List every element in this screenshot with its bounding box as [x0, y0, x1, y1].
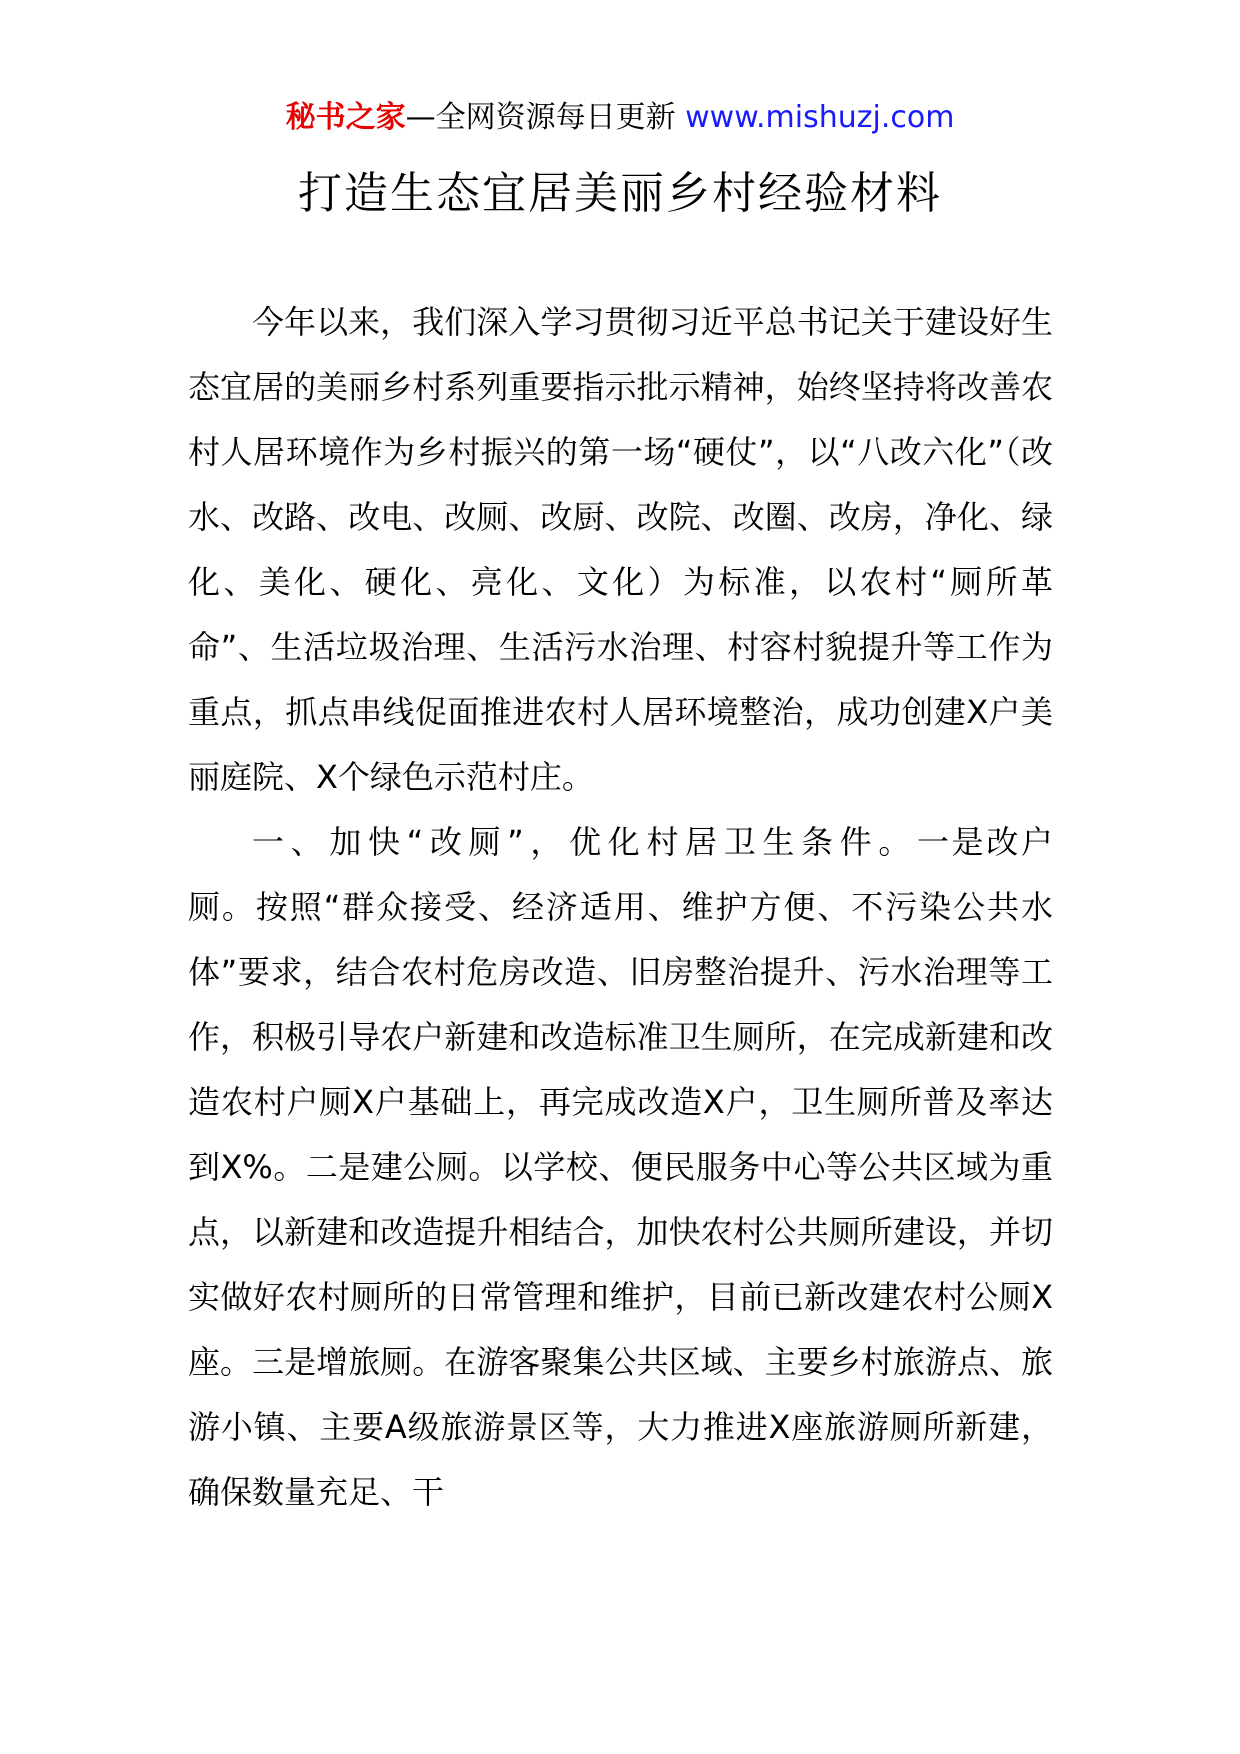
site-tagline: —全网资源每日更新 [405, 100, 676, 135]
site-brand: 秘书之家 [285, 100, 406, 135]
document-body [188, 290, 1053, 1525]
section-one-text: 一是改户厕。按照“群众接受、经济适用、维护方便、不污染公共水体”要求，结合农村危房改造、旧房整治提升、污水治理等工作，积极引导农户新建和改造标准卫生厕所，在完成新建和改造农村户厕X户基础上，再完成改造X户，卫生厕所普及率达到X%。二是建公厕。以学校、便民服务中心等公共区域为重点，以新建和改造提升相结合，加快农村公共厕所建设，并切实做好农村厕所的日常管理和维护，目前已新改建农村公厕X座。三是增旅厕。在游客聚集公共区域、主要乡村旅游点、旅游小镇、主要A级旅游景区等，大力推进X座旅游厕所新建，确保数量充足、干 [188, 823, 1053, 1511]
site-header [0, 96, 1240, 140]
paragraph-intro-text: 今年以来，我们深入学习贯彻习近平总书记关于建设好生态宜居的美丽乡村系列重要指示批示精神，始终坚持将改善农村人居环境作为乡村振兴的第一场“硬仗”，以“八改六化”（改水、改路、改电、改厕、改厨、改院、改圈、改房，净化、绿化、美化、硬化、亮化、文化）为标准，以农村“厕所革命”、生活垃圾治理、生活污水治理、村容村貌提升等工作为重点，抓点串线促面推进农村人居环境整治，成功创建X户美丽庭院、X个绿色示范村庄。 [188, 303, 1053, 796]
paragraph-section-one [188, 810, 1053, 1525]
section-one-heading: 一、加快“改厕”，优化村居卫生条件。 [252, 823, 917, 861]
document-title: 打造生态宜居美丽乡村经验材料 [298, 168, 942, 219]
site-url-link[interactable]: www.mishuzj.com [685, 100, 955, 135]
paragraph-intro [188, 290, 1053, 810]
